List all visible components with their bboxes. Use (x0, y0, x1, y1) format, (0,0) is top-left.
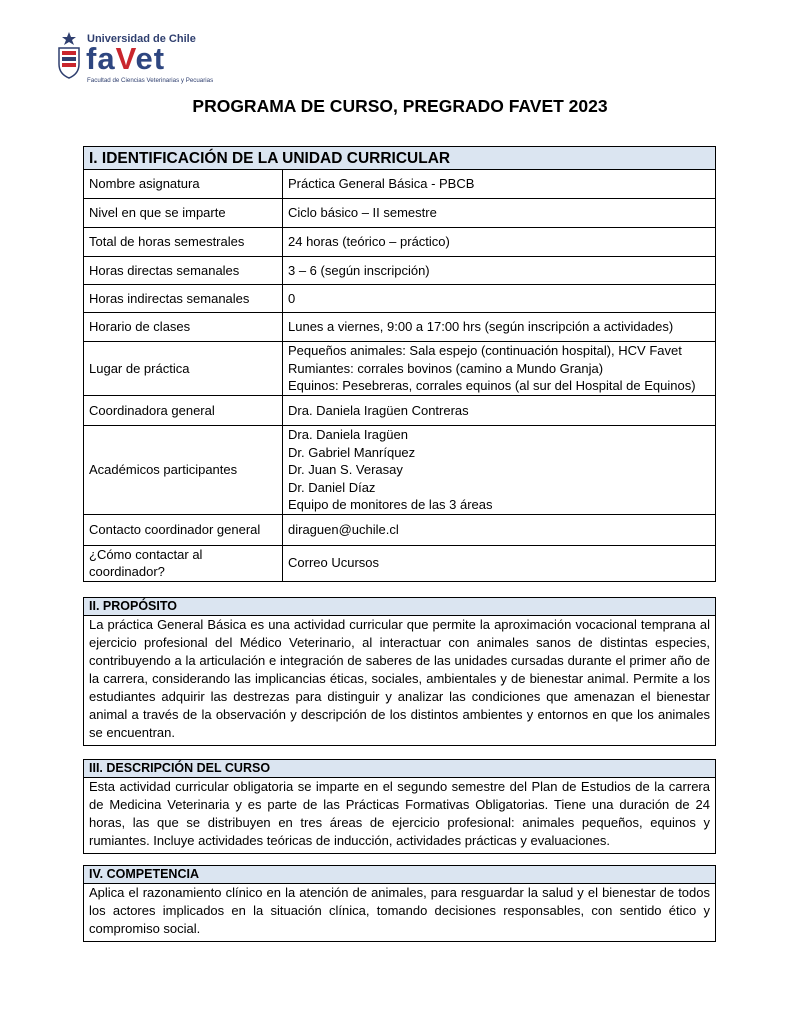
descripcion-text: Esta actividad curricular obligatoria se imparte en el segundo semestre del Plan de Estudios de la carrera de Medicina Veterinaria y es parte de las Prácticas Formativas Obligatorias. Tiene una duración de 24 horas, las que se distribuyen en tres áreas de ejercicio profesional: animales pequeños, equinos y rumiantes. Incluye actividades teóricas de inducción, actividades prácticas y evaluaciones. (89, 779, 710, 848)
proposito-text: La práctica General Básica es una actividad curricular que permite la aproximación vocacional temprana al ejercicio profesional del Médico Veterinario, al interactuar con animales sanos de distintas especies, contribuyendo a la articulación e integración de saberes de las unidades cursadas durante el primer año de la carrera, considerando las implicancias éticas, sociales, ambientales y de bienestar animal. Permite a los estudiantes adquirir las destrezas para distinguir y analizar las condiciones que amenazan el bienestar animal a través de la observación y descripción de los distintos ambientes y entornos en que los animales se encuentran. (89, 617, 710, 740)
competencia-text: Aplica el razonamiento clínico en la atención de animales, para resguardar la salud y el bienestar de todos los actores implicados en la situación clínica, tomando decisiones responsables, con sentido ético y compromiso social. (89, 885, 710, 936)
document-title: PROGRAMA DE CURSO, PREGRADO FAVET 2023 (192, 96, 608, 116)
identification-heading: I. IDENTIFICACIÓN DE LA UNIDAD CURRICULAR (84, 147, 716, 170)
row-label: Horario de clases (84, 313, 283, 342)
university-name: Universidad de Chile (87, 33, 196, 45)
row-label: Nombre asignatura (84, 170, 283, 199)
row-label: Total de horas semestrales (84, 228, 283, 257)
academico-line: Dra. Daniela Iragüen (288, 427, 408, 442)
academico-line: Dr. Daniel Díaz (288, 479, 376, 495)
academico-line: Equipo de monitores de las 3 áreas (288, 497, 493, 512)
descripcion-heading: III. DESCRIPCIÓN DEL CURSO (84, 760, 715, 778)
row-value: 0 (283, 285, 716, 313)
row-value: 24 horas (teórico – práctico) (283, 228, 716, 257)
coordinadora-label: Coordinadora general (84, 396, 283, 426)
university-shield-icon (57, 30, 81, 80)
contact-email[interactable]: diraguen@uchile.cl (283, 514, 716, 545)
row-value: 3 – 6 (según inscripción) (283, 257, 716, 285)
row-value: Práctica General Básica - PBCB (283, 170, 716, 199)
contacto-label: Contacto coordinador general (84, 514, 283, 545)
proposito-section (83, 597, 716, 746)
academico-line: Dr. Gabriel Manríquez (288, 444, 416, 460)
coordinadora-value: Dra. Daniela Iragüen Contreras (283, 396, 716, 426)
competencia-section (83, 865, 716, 942)
lugar-line: Rumiantes: corrales bovinos (camino a Mundo Granja) (288, 360, 604, 376)
row-label: Horas indirectas semanales (84, 285, 283, 313)
competencia-heading: IV. COMPETENCIA (84, 866, 715, 884)
row-label: Horas directas semanales (84, 257, 283, 285)
faculty-name: Facultad de Ciencias Veterinarias y Pecuarias (87, 77, 214, 84)
row-value: Lunes a viernes, 9:00 a 17:00 hrs (según inscripción a actividades) (283, 313, 716, 342)
lugar-line: Pequeños animales: Sala espejo (continuación hospital), HCV Favet (288, 343, 682, 359)
row-label: Nivel en que se imparte (84, 199, 283, 228)
como-contactar-label: ¿Cómo contactar al coordinador? (84, 545, 283, 581)
academicos-label: Académicos participantes (84, 426, 283, 515)
lugar-line: Equinos: Pesebreras, corrales equinos (al sur del Hospital de Equinos) (288, 378, 696, 394)
como-contactar-value: Correo Ucursos (283, 545, 716, 581)
favet-logo (57, 30, 217, 88)
identification-table (83, 146, 716, 582)
descripcion-section (83, 759, 716, 854)
brand-wordmark: faVet (86, 41, 166, 76)
row-value: Ciclo básico – II semestre (283, 199, 716, 228)
academicos-value (283, 426, 716, 515)
proposito-heading: II. PROPÓSITO (84, 598, 715, 616)
lugar-value (283, 342, 716, 396)
academico-line: Dr. Juan S. Verasay (288, 462, 403, 477)
lugar-label: Lugar de práctica (84, 342, 283, 396)
